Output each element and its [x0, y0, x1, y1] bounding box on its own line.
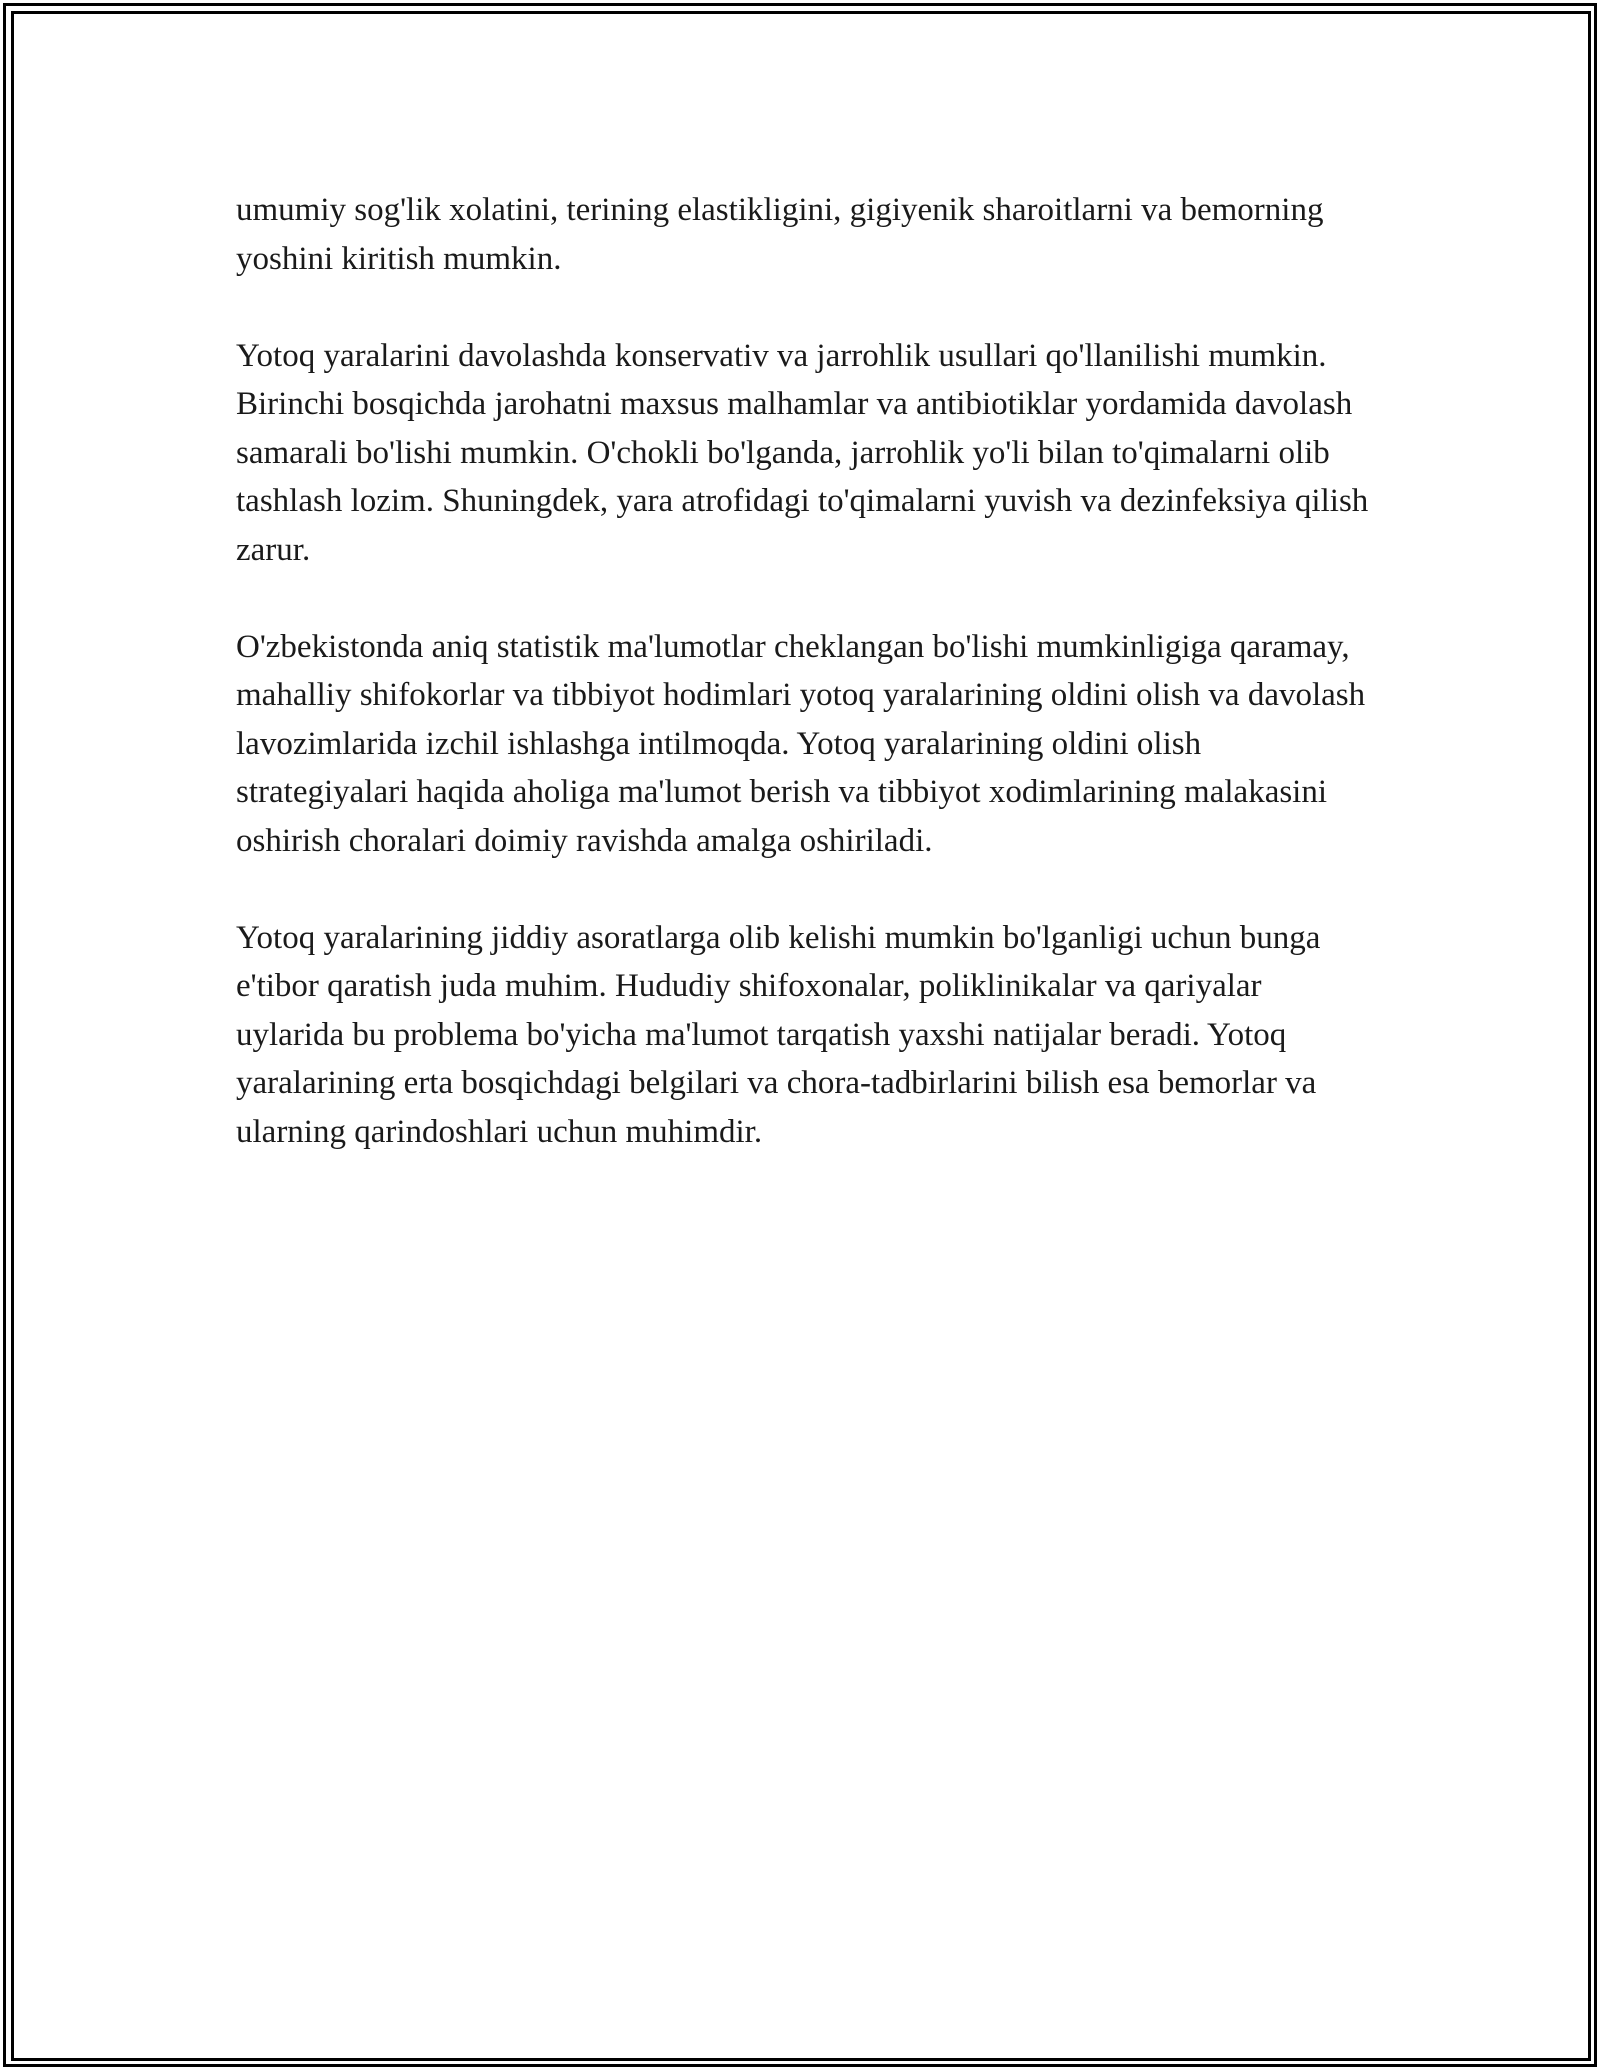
document-body [236, 186, 1376, 1205]
paragraph-2: Yotoq yaralarini davolashda konservativ va jarrohlik usullari qo'llanilishi mumkin. Birinchi bosqichda jarohatni maxsus malhamlar va antibiotiklar yordamida davolash samarali bo'lishi mumkin. O'chokli bo'lganda, jarrohlik yo'li bilan to'qimalarni olib tashlash lozim. Shuningdek, yara atrofidagi to'qimalarni yuvish va dezinfeksiya qilish zarur. [236, 337, 1369, 568]
paragraph-1: umumiy sog'lik xolatini, terining elastikligini, gigiyenik sharoitlarni va bemorning yoshini kiritish mumkin. [236, 192, 1324, 277]
paragraph-3: O'zbekistonda aniq statistik ma'lumotlar cheklangan bo'lishi mumkinligiga qaramay, mahalliy shifokorlar va tibbiyot hodimlari yotoq yaralarining oldini olish va davolash lavozimlarida izchil ishlashga intilmoqda. Yotoq yaralarining oldini olish strategiyalari haqida aholiga ma'lumot berish va tibbiyot xodimlarining malakasini oshirish choralari doimiy ravishda amalga oshiriladi. [236, 628, 1366, 859]
paragraph-4: Yotoq yaralarining jiddiy asoratlarga olib kelishi mumkin bo'lganligi uchun bunga e'tibor qaratish juda muhim. Hududiy shifoxonalar, poliklinikalar va qariyalar uylarida bu problema bo'yicha ma'lumot tarqatish yaxshi natijalar beradi. Yotoq yaralarining erta bosqichdagi belgilari va chora-tadbirlarini bilish esa bemorlar va ularning qarindoshlari uchun muhimdir. [236, 919, 1321, 1150]
